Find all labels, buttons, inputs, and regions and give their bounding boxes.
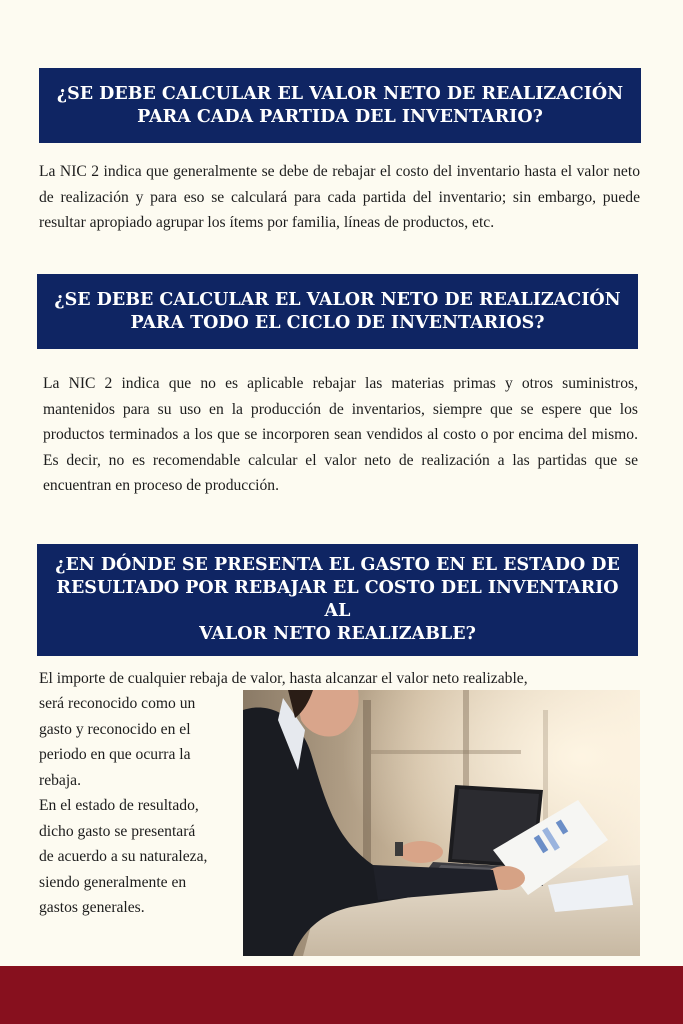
section-1-heading-line-2: PARA CADA PARTIDA DEL INVENTARIO? [137,106,543,127]
section-2-heading-line-1: ¿SE DEBE CALCULAR EL VALOR NETO DE REALIZACIÓN [54,289,621,310]
section-3-heading-line-3: VALOR NETO REALIZABLE? [199,624,476,644]
section-3-body-line: siendo generalmente en [39,873,187,891]
section-3-body [39,691,246,921]
section-3-heading [37,544,638,656]
section-2-body: La NIC 2 indica que no es aplicable rebajar las materias primas y otros suministros, mantenidos para su uso en la producción de inventarios, siempre que se espere que los productos terminados a los que se incorporen sean vendidos al costo o por encima del mismo. Es decir, no es recomendable calcular el valor neto de realización a las partidas que se encuentran en proceso de producción. [43,375,638,494]
section-3-body-first-line: El importe de cualquier rebaja de valor, hasta alcanzar el valor neto realizable, [39,670,528,687]
footer-bar [0,966,683,1024]
section-1-heading [39,68,641,143]
section-3-body-line: dicho gasto se presentará [39,822,196,840]
section-3-body-line: de acuerdo a su naturaleza, [39,848,208,865]
section-3-heading-line-2: RESULTADO POR REBAJAR EL COSTO DEL INVENTARIO AL [56,578,619,621]
section-1-heading-line-1: ¿SE DEBE CALCULAR EL VALOR NETO DE REALIZACIÓN [56,83,624,104]
section-3-heading-line-1: ¿EN DÓNDE SE PRESENTA EL GASTO EN EL ESTADO DE [55,555,620,575]
section-3-body-line: gastos generales. [39,899,145,916]
businessman-laptop-photo [243,690,640,956]
section-3-body-line: será reconocido como un [39,695,196,712]
section-2-heading [37,274,638,349]
section-1-body: La NIC 2 indica que generalmente se debe de rebajar el costo del inventario hasta el valor neto de realización y para eso se calculará para cada partida del inventario; sin embargo, puede resultar apropiado agrupar los ítems por familia, líneas de productos, etc. [39,163,640,231]
section-3-body-line: periodo en que ocurra la [39,746,191,763]
section-3-body-line: En el estado de resultado, [39,797,199,814]
section-3-body-line: rebaja. [39,771,81,789]
section-3-body-line: gasto y reconocido en el [39,720,191,738]
section-2-heading-line-2: PARA TODO EL CICLO DE INVENTARIOS? [130,312,545,333]
